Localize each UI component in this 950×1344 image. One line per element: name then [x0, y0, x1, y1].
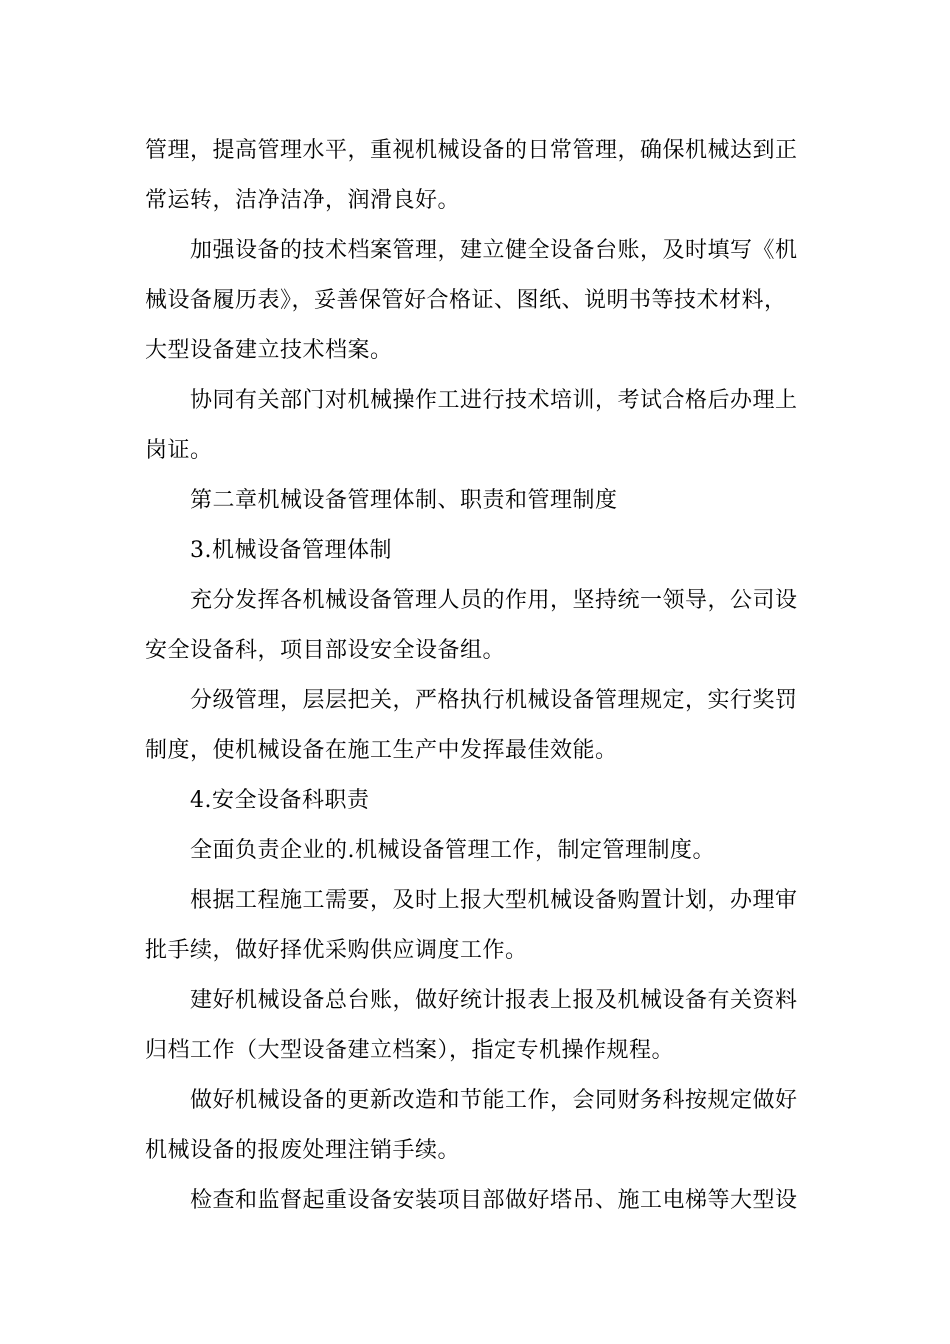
paragraph-line: 安全设备科，项目部设安全设备组。 [145, 638, 506, 663]
paragraph-line: 制度，使机械设备在施工生产中发挥最佳效能。 [145, 738, 618, 763]
section-heading: 4.安全设备科职责 [190, 788, 370, 813]
paragraph-line: 归档工作（大型设备建立档案），指定专机操作规程。 [145, 1038, 675, 1063]
paragraph-line: 大型设备建立技术档案。 [145, 338, 393, 363]
paragraph-line: 机械设备的报废处理注销手续。 [145, 1138, 461, 1163]
paragraph-line: 建好机械设备总台账，做好统计报表上报及机械设备有关资料 [190, 988, 798, 1013]
section-heading: 3.机械设备管理体制 [190, 538, 392, 563]
paragraph-line: 管理，提高管理水平，重视机械设备的日常管理，确保机械达到正 [145, 138, 798, 163]
paragraph-line: 分级管理，层层把关，严格执行机械设备管理规定，实行奖罚 [190, 688, 798, 713]
paragraph-line: 检查和监督起重设备安装项目部做好塔吊、施工电梯等大型设 [190, 1188, 798, 1213]
paragraph-line: 岗证。 [145, 438, 213, 463]
paragraph-line: 加强设备的技术档案管理，建立健全设备台账，及时填写《机 [190, 238, 798, 263]
paragraph-line: 全面负责企业的.机械设备管理工作，制定管理制度。 [190, 838, 715, 863]
paragraph-line: 常运转，洁净洁净，润滑良好。 [145, 188, 461, 213]
paragraph-line: 做好机械设备的更新改造和节能工作，会同财务科按规定做好 [190, 1088, 798, 1113]
paragraph-line: 根据工程施工需要，及时上报大型机械设备购置计划，办理审 [190, 888, 798, 913]
paragraph-line: 批手续，做好择优采购供应调度工作。 [145, 938, 528, 963]
paragraph-line: 协同有关部门对机械操作工进行技术培训，考试合格后办理上 [190, 388, 798, 413]
paragraph-line: 充分发挥各机械设备管理人员的作用，坚持统一领导，公司设 [190, 588, 798, 613]
paragraph-line: 械设备履历表》，妥善保管好合格证、图纸、说明书等技术材料， [145, 288, 787, 313]
chapter-heading: 第二章机械设备管理体制、职责和管理制度 [190, 488, 618, 513]
